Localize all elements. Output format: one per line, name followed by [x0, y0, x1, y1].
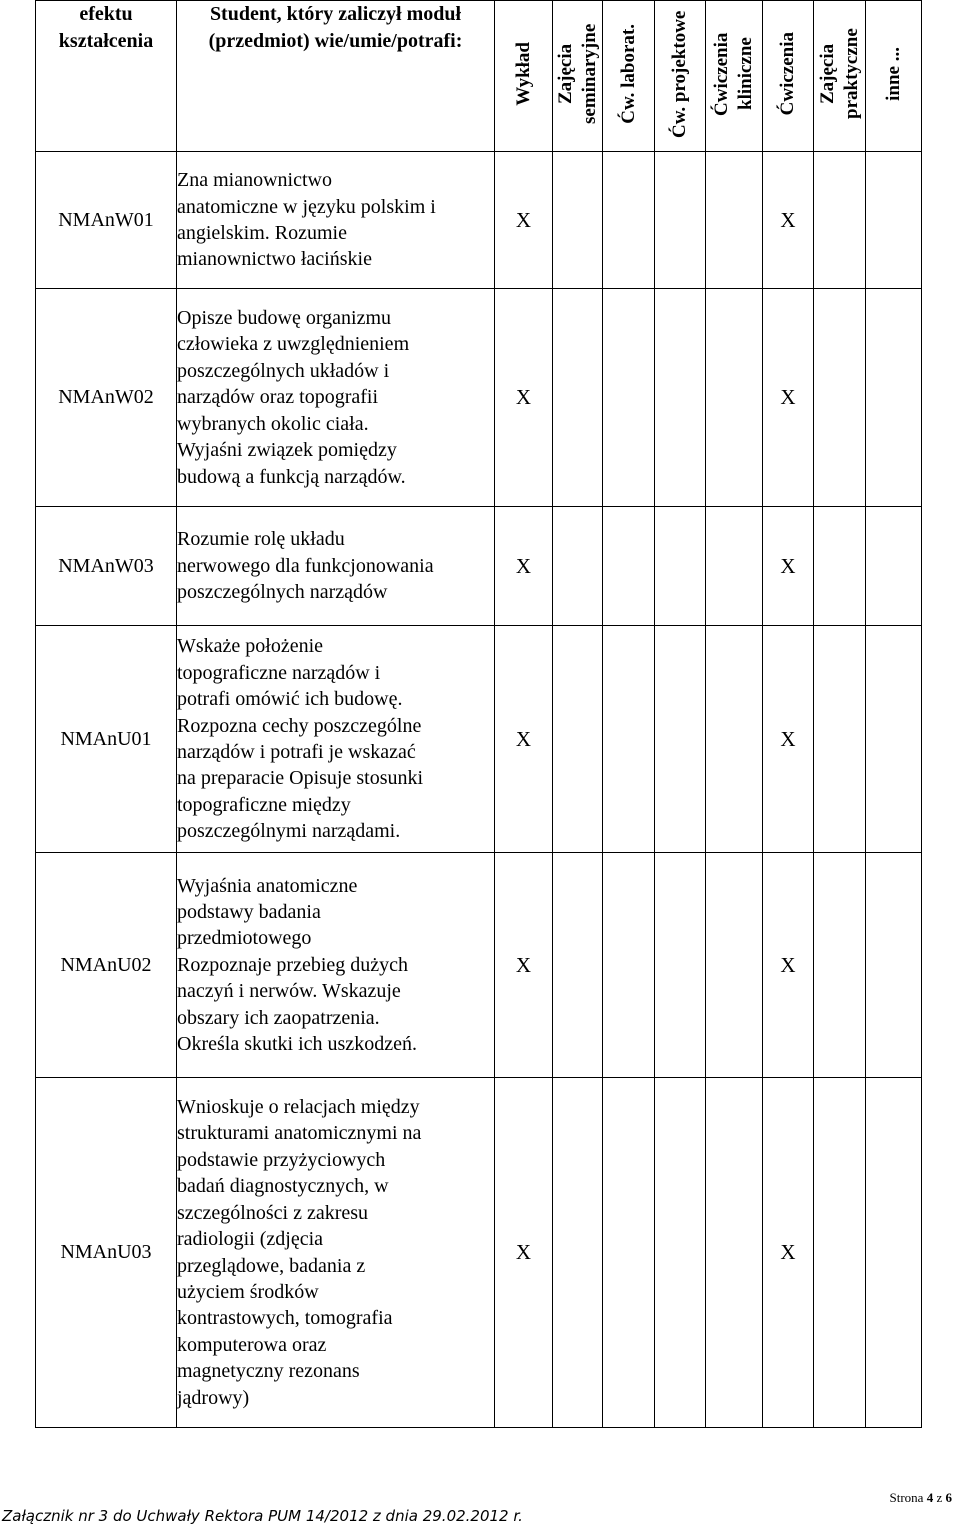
outcome-description-cell	[177, 626, 495, 853]
form-mark	[655, 626, 706, 853]
header-form-lab	[603, 1, 655, 152]
form-mark: X	[495, 853, 553, 1078]
form-mark	[866, 853, 922, 1078]
form-mark	[655, 853, 706, 1078]
outcome-description: Zna mianownictwo anatomiczne w języku polskim i angielskim. Rozumie mianownictwo łacińskie	[177, 169, 436, 271]
form-mark	[814, 626, 866, 853]
header-form-label: Zajęcia praktyczne	[816, 28, 862, 119]
header-form-other	[866, 1, 922, 152]
outcome-description-cell	[177, 152, 495, 289]
outcome-code: NMAnU03	[36, 1078, 177, 1428]
outcome-description: Wyjaśnia anatomiczne podstawy badania przedmiotowego Rozpoznaje przebieg dużych naczyń i nerwów. Wskazuje obszary ich zaopatrzenia. Określa skutki ich uszkodzeń.	[177, 874, 417, 1056]
form-mark	[814, 289, 866, 507]
header-form-label: Ćwiczenia kliniczne	[711, 31, 756, 116]
header-form-lecture	[495, 1, 553, 152]
header-row	[36, 1, 922, 152]
outcome-code: NMAnW03	[36, 507, 177, 626]
form-mark: X	[763, 152, 814, 289]
header-form-label: inne ...	[882, 46, 904, 101]
form-mark	[553, 289, 603, 507]
header-form-label: Ćw. laborat.	[617, 23, 639, 124]
form-mark: X	[763, 289, 814, 507]
form-mark: X	[763, 626, 814, 853]
header-form-clinical	[706, 1, 763, 152]
page-number	[890, 1490, 952, 1506]
form-mark	[655, 1078, 706, 1428]
outcome-description-cell	[177, 853, 495, 1078]
form-mark: X	[495, 152, 553, 289]
form-mark	[814, 507, 866, 626]
form-mark	[603, 289, 655, 507]
table-row	[36, 853, 922, 1078]
form-mark	[553, 853, 603, 1078]
form-mark	[706, 626, 763, 853]
form-mark	[866, 289, 922, 507]
outcome-description-cell	[177, 1078, 495, 1428]
form-mark	[814, 152, 866, 289]
form-mark	[706, 507, 763, 626]
form-mark	[553, 152, 603, 289]
header-form-project	[655, 1, 706, 152]
form-mark	[553, 1078, 603, 1428]
header-description	[177, 1, 495, 152]
form-mark	[706, 152, 763, 289]
header-code	[36, 1, 177, 152]
form-mark	[866, 1078, 922, 1428]
form-mark	[866, 507, 922, 626]
outcome-description: Opisze budowę organizmu człowieka z uwzględnieniem poszczególnych układów i narządów oraz topografii wybranych okolic ciała. Wyjaśni związek pomiędzy budową a funkcją narządów.	[177, 307, 410, 488]
header-form-label: Zajęcia seminaryjne	[554, 23, 600, 124]
form-mark: X	[495, 507, 553, 626]
form-mark: X	[495, 289, 553, 507]
header-form-label: Ćwiczenia	[777, 31, 798, 116]
header-form-seminar	[553, 1, 603, 152]
header-form-exercises	[763, 1, 814, 152]
form-mark	[866, 152, 922, 289]
header-form-practical	[814, 1, 866, 152]
form-mark	[706, 289, 763, 507]
form-mark	[603, 152, 655, 289]
form-mark	[655, 152, 706, 289]
outcome-description: Wnioskuje o relacjach między strukturami anatomicznymi na podstawie przyżyciowych badań diagnostycznych, w szczególności z zakresu radiologii (zdjęcia przeglądowe, badania z użyciem środków kontrastowych, tomografia komputerowa oraz magnetyczny rezonans jądrowy)	[177, 1096, 422, 1409]
form-mark: X	[763, 507, 814, 626]
form-mark	[553, 626, 603, 853]
outcome-code: NMAnU02	[36, 853, 177, 1078]
form-mark: X	[763, 853, 814, 1078]
form-mark: X	[763, 1078, 814, 1428]
header-form-label: Ćw. projektowe	[669, 9, 690, 138]
header-description-label: Student, który zaliczył moduł (przedmiot) wie/umie/potrafi:	[208, 3, 463, 52]
form-mark: X	[495, 626, 553, 853]
outcome-code: NMAnW01	[36, 152, 177, 289]
page-prefix: Strona	[889, 1490, 924, 1505]
table-row	[36, 152, 922, 289]
page-separator: z	[936, 1490, 943, 1505]
outcome-description: Wskaże położenie topograficzne narządów i potrafi omówić ich budowę. Rozpozna cechy poszczególne narządów i potrafi je wskazać na preparacie Opisuje stosunki topograficzne między poszczególnymi narządami.	[177, 635, 424, 843]
form-mark	[603, 853, 655, 1078]
form-mark	[603, 1078, 655, 1428]
table-row	[36, 289, 922, 507]
form-mark	[655, 289, 706, 507]
form-mark	[814, 1078, 866, 1428]
header-code-label: efektu kształcenia	[58, 3, 154, 52]
page-current: 4	[926, 1490, 934, 1505]
page-total: 6	[945, 1490, 952, 1505]
learning-outcomes-table	[35, 0, 922, 1428]
form-mark	[655, 507, 706, 626]
form-mark	[706, 853, 763, 1078]
outcome-code: NMAnU01	[36, 626, 177, 853]
form-mark	[603, 507, 655, 626]
outcome-description: Rozumie rolę układu nerwowego dla funkcjonowania poszczególnych narządów	[177, 528, 434, 604]
outcome-code: NMAnW02	[36, 289, 177, 507]
form-mark	[603, 626, 655, 853]
outcome-description-cell	[177, 289, 495, 507]
form-mark	[866, 626, 922, 853]
form-mark	[553, 507, 603, 626]
form-mark: X	[495, 1078, 553, 1428]
header-form-label: Wykład	[512, 41, 534, 106]
table-row	[36, 507, 922, 626]
table-row	[36, 626, 922, 853]
form-mark	[814, 853, 866, 1078]
outcome-description-cell	[177, 507, 495, 626]
table-row	[36, 1078, 922, 1428]
form-mark	[706, 1078, 763, 1428]
footer-attachment-note: Załącznik nr 3 do Uchwały Rektora PUM 14/2012 z dnia 29.02.2012 r.	[2, 1507, 523, 1525]
